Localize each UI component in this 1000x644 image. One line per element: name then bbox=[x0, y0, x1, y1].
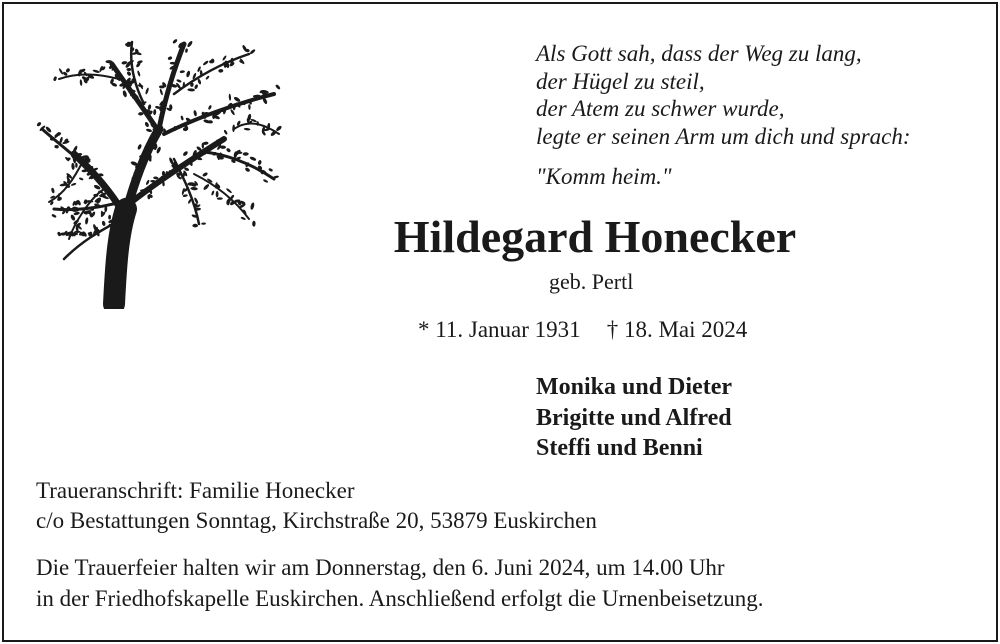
poem-closing: "Komm heim." bbox=[536, 164, 672, 189]
address-line: Traueranschrift: Familie Honecker bbox=[36, 478, 355, 503]
mourning-address bbox=[36, 476, 597, 535]
poem-line: der Atem zu schwer wurde, bbox=[536, 96, 785, 121]
poem-line: Als Gott sah, dass der Weg zu lang, bbox=[536, 41, 862, 66]
mourner: Brigitte und Alfred bbox=[536, 404, 732, 431]
mourners-list bbox=[536, 372, 732, 464]
life-dates bbox=[418, 315, 747, 345]
mourner: Steffi und Benni bbox=[536, 435, 703, 461]
maiden-name: geb. Pertl bbox=[549, 269, 634, 294]
birth-date: * 11. Januar 1931 bbox=[418, 317, 581, 342]
poem bbox=[536, 40, 911, 191]
service-line: Die Trauerfeier halten wir am Donnerstag, den 6. Juni 2024, um 14.00 Uhr bbox=[36, 555, 725, 580]
poem-line: legte er seinen Arm um dich und sprach: bbox=[536, 123, 911, 149]
deceased-name: Hildegard Honecker bbox=[393, 211, 797, 262]
mourner: Monika und Dieter bbox=[536, 374, 733, 400]
address-line: c/o Bestattungen Sonntag, Kirchstraße 20, 53879 Euskirchen bbox=[36, 507, 597, 533]
poem-line: der Hügel zu steil, bbox=[536, 68, 705, 94]
tree-icon bbox=[34, 34, 284, 309]
death-date: † 18. Mai 2024 bbox=[606, 317, 748, 342]
funeral-service-info bbox=[36, 553, 763, 614]
service-line: in der Friedhofskapelle Euskirchen. Anschließend erfolgt die Urnenbeisetzung. bbox=[36, 585, 764, 611]
